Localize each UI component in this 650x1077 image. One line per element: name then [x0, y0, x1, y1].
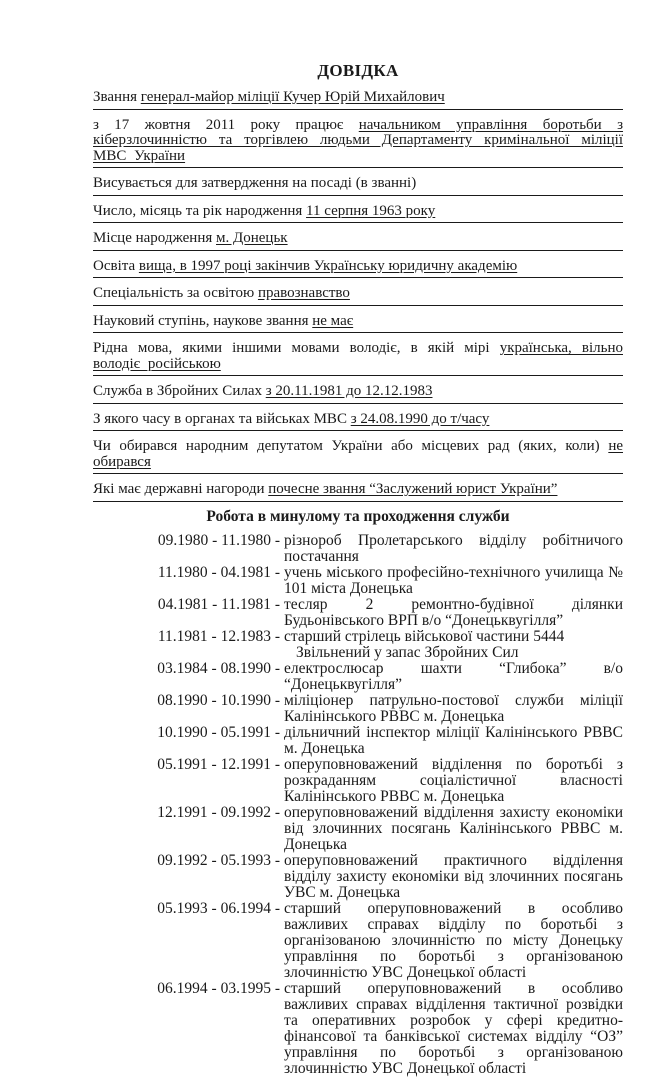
field-education [93, 256, 623, 279]
field-mvs-service-since [93, 409, 623, 432]
work-history-entry [93, 725, 623, 757]
work-period: 11.1981 - 12.1983 - [157, 627, 280, 645]
field-value: вища, в 1997 році закінчив Українську юридичну академію [138, 257, 518, 274]
field-label: Служба в Збройних Силах [93, 383, 266, 399]
field-value: не має [312, 312, 354, 329]
work-history-entry [93, 533, 623, 565]
field-military-service [93, 381, 623, 404]
field-current-position [93, 115, 623, 169]
work-history-entry [93, 805, 623, 853]
field-label: Місце народження [93, 230, 217, 246]
work-history-entry [93, 661, 623, 693]
field-label: Науковий ступінь, наукове звання [93, 312, 313, 329]
field-value: українська, вільно володіє російською [93, 340, 623, 372]
field-specialty [93, 283, 623, 306]
field-value: генерал-майор міліції Кучер Юрій Михайлович [140, 89, 445, 105]
field-label: з 17 жовтня 2011 року працює [93, 116, 359, 133]
work-description: старший стрілець військової частини 5444 [284, 627, 565, 645]
work-description: оперуповноважений відділення по боротьбі з розкраданням соціалістичної власності Калінінського РВВС м. Донецька [284, 755, 623, 805]
work-period: 09.1980 - 11.1980 - [157, 531, 280, 549]
work-history-entry [93, 629, 623, 645]
document-title: ДОВІДКА [317, 61, 399, 80]
field-label: Число, місяць та рік народження [93, 202, 307, 219]
work-description: оперуповноважений практичного відділення відділу захисту економіки від злочинних посягань УВС м. Донецька [284, 851, 623, 901]
field-nominated-for [93, 173, 623, 196]
work-history-entry [93, 853, 623, 901]
work-description: учень міського професійно-технічного училища № 101 міста Донецька [284, 563, 623, 597]
work-history-entry [93, 597, 623, 629]
work-description: міліціонер патрульно-постової служби міліції Калінінського РВВС м. Донецька [284, 691, 623, 725]
field-rank [93, 87, 623, 110]
field-label: Висувається для затвердження на посаді (в званні) [93, 175, 417, 191]
work-history-heading: Робота в минулому та проходження служби [206, 507, 510, 525]
field-label: Освіта [93, 257, 139, 274]
work-description: тесляр 2 ремонтно-будівної ділянки Будьонівського ВРП в/о “Донецьквугілля” [284, 595, 623, 629]
field-label: Звання [93, 89, 141, 105]
field-label: З якого часу в органах та військах МВС [93, 410, 351, 427]
field-value: начальником управління боротьби з кіберзлочинністю та торгівлею людьми Департаменту кримінальної міліції МВС України [93, 116, 624, 164]
work-description: електрослюсар шахти “Глибока” в/о “Донецьквугілля” [284, 659, 623, 693]
field-languages [93, 338, 623, 376]
field-label: Чи обирався народним депутатом України або місцевих рад (яких, коли) [93, 438, 609, 454]
work-history-entry [93, 693, 623, 725]
work-description: різнороб Пролетарського відділу робітничого постачання [284, 531, 623, 565]
field-label: Які має державні нагороди [93, 481, 269, 497]
work-period: 11.1980 - 04.1981 - [157, 563, 280, 581]
work-period: 10.1990 - 05.1991 - [157, 723, 280, 741]
work-period: 04.1981 - 11.1981 - [157, 595, 280, 613]
field-value: 11 серпня 1963 року [306, 202, 436, 219]
field-value: з 20.11.1981 до 12.12.1983 [265, 383, 433, 399]
work-note: Звільнений у запас Збройних Сил [296, 643, 519, 661]
field-state-awards [93, 479, 623, 502]
field-value: з 24.08.1990 до т/часу [350, 410, 490, 427]
work-history-entry [93, 901, 623, 981]
work-period: 12.1991 - 09.1992 - [157, 803, 280, 821]
field-academic-degree [93, 311, 623, 334]
field-label: Рідна мова, якими іншими мовами володіє, в якій мірі [93, 340, 500, 356]
work-description: оперуповноважений відділення захисту економіки від злочинних посягань Калінінського РВВС м. Донецька [284, 803, 623, 853]
work-description: старший оперуповноважений в особливо важливих справах відділу по боротьбі з організованою злочинністю по місту Донецьку управління по боротьбі з організованою злочинністю УВС Донецької області [284, 899, 623, 981]
field-birth-date [93, 201, 623, 224]
work-period: 05.1991 - 12.1991 - [157, 755, 280, 773]
work-period: 09.1992 - 05.1993 - [157, 851, 280, 869]
work-history-entry [93, 981, 623, 1077]
field-value: м. Донецьк [216, 230, 288, 246]
field-value: правознавство [257, 285, 350, 301]
work-period: 05.1993 - 06.1994 - [157, 899, 280, 917]
work-history-list [93, 533, 623, 1077]
work-description: старший оперуповноважений в особливо важливих справах відділення тактичної розвідки та оперативних розробок у сфері кредитно-фінансової та банківської системах відділу “ОЗ” управління по боротьбі з організованою злочинністю УВС Донецької області [284, 979, 623, 1077]
work-period: 08.1990 - 10.1990 - [157, 691, 280, 709]
work-description: дільничний інспектор міліції Калінінського РВВС м. Донецька [284, 723, 623, 757]
field-value: не обирався [93, 438, 623, 470]
field-elected-deputy [93, 436, 623, 474]
personal-info-fields [93, 87, 623, 502]
field-value: почесне звання “Заслужений юрист України” [268, 481, 558, 497]
work-period: 03.1984 - 08.1990 - [157, 659, 280, 677]
work-history-entry [93, 757, 623, 805]
work-period: 06.1994 - 03.1995 - [157, 979, 280, 997]
field-label: Спеціальність за освітою [93, 285, 258, 301]
document-page [93, 60, 623, 1077]
field-birth-place [93, 228, 623, 251]
work-history-entry [93, 565, 623, 597]
